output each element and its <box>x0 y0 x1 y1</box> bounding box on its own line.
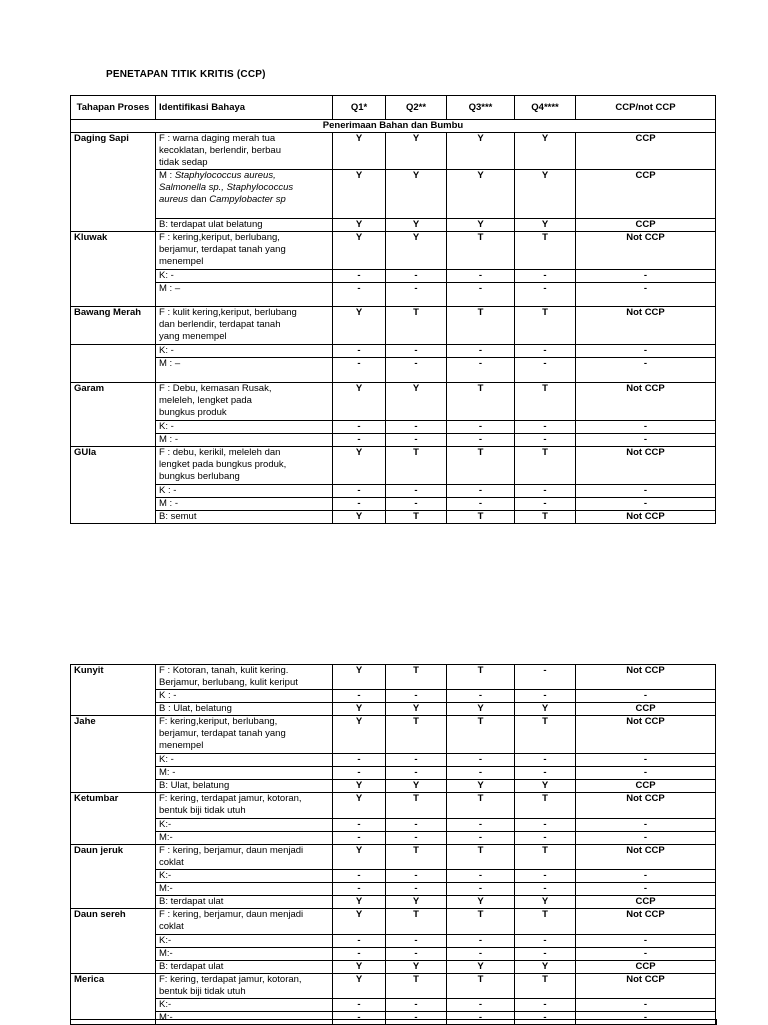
ccp-status-cell: - <box>576 498 716 511</box>
q3-cell: - <box>447 883 515 896</box>
stage-label: Kluwak <box>71 232 156 307</box>
stage-label: Ketumbar <box>71 793 156 845</box>
stage-label: Daging Sapi <box>71 133 156 232</box>
q3-cell: - <box>447 754 515 767</box>
q4-cell: - <box>515 948 576 961</box>
q3-cell: - <box>447 283 515 307</box>
table-row <box>71 819 716 832</box>
q4-cell: - <box>515 754 576 767</box>
q4-cell: - <box>515 498 576 511</box>
table-row <box>71 754 716 767</box>
q2-cell: Y <box>386 780 447 793</box>
table-row <box>71 909 716 935</box>
q2-cell: - <box>386 754 447 767</box>
q4-cell: Y <box>515 133 576 170</box>
q1-cell: Y <box>333 716 386 754</box>
hazard-cell <box>156 170 333 219</box>
q3-cell: T <box>447 665 515 690</box>
q1-cell: Y <box>333 232 386 270</box>
table-row <box>71 780 716 793</box>
q1-cell: Y <box>333 511 386 524</box>
hazard-cell: K: - <box>156 345 333 358</box>
table-row <box>71 999 716 1012</box>
ccp-status-cell: Not CCP <box>576 307 716 345</box>
q3-cell: Y <box>447 133 515 170</box>
q2-cell: - <box>386 283 447 307</box>
q1-cell: - <box>333 1012 386 1025</box>
ccp-status-cell: - <box>576 819 716 832</box>
ccp-status-cell: - <box>576 283 716 307</box>
table-row <box>71 974 716 999</box>
hazard-cell: F : kering,keriput, berlubang, berjamur, terdapat tanah yang menempel <box>156 232 333 270</box>
hazard-cell: M:- <box>156 883 333 896</box>
hazard-cell: F : debu, kerikil, meleleh dan lengket pada bungkus produk, bungkus berlubang <box>156 447 333 485</box>
q1-cell: - <box>333 421 386 434</box>
hazard-cell: M:- <box>156 948 333 961</box>
hazard-cell: B: terdapat ulat <box>156 896 333 909</box>
hazard-cell: M : - <box>156 498 333 511</box>
ccp-status-cell: - <box>576 948 716 961</box>
ccp-status-cell: - <box>576 1012 716 1025</box>
q3-cell: Y <box>447 219 515 232</box>
table-row <box>71 716 716 754</box>
q2-cell: T <box>386 665 447 690</box>
stage-label: Bawang Merah <box>71 307 156 345</box>
q4-cell: Y <box>515 219 576 232</box>
stage-label: Jahe <box>71 716 156 793</box>
stage-label: GUla <box>71 447 156 524</box>
q3-cell: - <box>447 690 515 703</box>
table-row <box>71 270 716 283</box>
q3-cell: T <box>447 447 515 485</box>
hazard-cell: B: semut <box>156 511 333 524</box>
q3-cell: - <box>447 999 515 1012</box>
q4-cell: - <box>515 345 576 358</box>
q1-cell: - <box>333 358 386 383</box>
stage-label: Garam <box>71 383 156 447</box>
ccp-status-cell: CCP <box>576 961 716 974</box>
q1-cell: - <box>333 283 386 307</box>
hazard-organism: Staphylococcus aureus, <box>174 170 276 181</box>
q4-cell: T <box>515 307 576 345</box>
ccp-status-cell: - <box>576 935 716 948</box>
table-continuation-edge <box>70 1019 717 1025</box>
header-tahapan-proses: Tahapan Proses <box>71 96 156 120</box>
section-row <box>71 120 716 133</box>
q1-cell: - <box>333 832 386 845</box>
q2-cell: T <box>386 307 447 345</box>
table-row <box>71 283 716 307</box>
q4-cell: - <box>515 270 576 283</box>
q1-cell: - <box>333 819 386 832</box>
q3-cell: - <box>447 1012 515 1025</box>
q3-cell: T <box>447 793 515 819</box>
q4-cell: T <box>515 909 576 935</box>
q2-cell: - <box>386 870 447 883</box>
q3-cell: T <box>447 232 515 270</box>
q3-cell: - <box>447 870 515 883</box>
q4-cell: T <box>515 383 576 421</box>
q2-cell: Y <box>386 232 447 270</box>
ccp-table-1 <box>70 95 716 524</box>
q2-cell: - <box>386 832 447 845</box>
q1-cell: - <box>333 485 386 498</box>
table-row <box>71 232 716 270</box>
q3-cell: - <box>447 270 515 283</box>
q3-cell: T <box>447 511 515 524</box>
hazard-cell: B: terdapat ulat <box>156 961 333 974</box>
q2-cell: T <box>386 716 447 754</box>
q4-cell: - <box>515 665 576 690</box>
hazard-prefix: M : <box>159 170 175 181</box>
ccp-status-cell: - <box>576 999 716 1012</box>
ccp-status-cell: - <box>576 754 716 767</box>
header-q2: Q2** <box>386 96 447 120</box>
table-row <box>71 307 716 345</box>
table-row <box>71 690 716 703</box>
q3-cell: - <box>447 358 515 383</box>
q3-cell: T <box>447 974 515 999</box>
q2-cell: - <box>386 935 447 948</box>
q4-cell: Y <box>515 170 576 219</box>
q2-cell: Y <box>386 703 447 716</box>
table-row <box>71 703 716 716</box>
section-title: Penerimaan Bahan dan Bumbu <box>71 120 716 133</box>
q3-cell: - <box>447 767 515 780</box>
q4-cell: Y <box>515 896 576 909</box>
q1-cell: - <box>333 345 386 358</box>
table-row <box>71 170 716 219</box>
hazard-cell: F : warna daging merah tua kecoklatan, berlendir, berbau tidak sedap <box>156 133 333 170</box>
q4-cell: - <box>515 421 576 434</box>
ccp-status-cell: - <box>576 358 716 383</box>
ccp-status-cell: CCP <box>576 219 716 232</box>
hazard-cell: B: Ulat, belatung <box>156 780 333 793</box>
document-title: PENETAPAN TITIK KRITIS (CCP) <box>106 69 266 80</box>
header-ccp-status: CCP/not CCP <box>576 96 716 120</box>
q2-cell: T <box>386 974 447 999</box>
q3-cell: - <box>447 819 515 832</box>
stage-label: Daun sereh <box>71 909 156 974</box>
stage-label: Daun jeruk <box>71 845 156 909</box>
q3-cell: - <box>447 345 515 358</box>
q2-cell: T <box>386 793 447 819</box>
table-row <box>71 870 716 883</box>
q1-cell: Y <box>333 307 386 345</box>
q2-cell: Y <box>386 170 447 219</box>
ccp-status-cell: - <box>576 690 716 703</box>
q4-cell: - <box>515 283 576 307</box>
q1-cell: Y <box>333 133 386 170</box>
q1-cell: - <box>333 270 386 283</box>
ccp-status-cell: - <box>576 270 716 283</box>
q3-cell: Y <box>447 703 515 716</box>
q1-cell: Y <box>333 170 386 219</box>
q4-cell: - <box>515 819 576 832</box>
ccp-status-cell: - <box>576 345 716 358</box>
q3-cell: Y <box>447 961 515 974</box>
q4-cell: T <box>515 232 576 270</box>
hazard-cell: F : Debu, kemasan Rusak, meleleh, lengket pada bungkus produk <box>156 383 333 421</box>
q3-cell: T <box>447 383 515 421</box>
table-row <box>71 665 716 690</box>
table-row <box>71 948 716 961</box>
q2-cell: - <box>386 999 447 1012</box>
q1-cell: - <box>333 434 386 447</box>
q2-cell: Y <box>386 133 447 170</box>
q3-cell: Y <box>447 170 515 219</box>
hazard-organism: Campylobacter sp <box>209 194 286 205</box>
q4-cell: T <box>515 447 576 485</box>
q4-cell: Y <box>515 703 576 716</box>
ccp-status-cell: Not CCP <box>576 447 716 485</box>
table-row <box>71 845 716 870</box>
q3-cell: T <box>447 909 515 935</box>
hazard-cell: F : kering, berjamur, daun menjadi coklat <box>156 845 333 870</box>
header-identifikasi-bahaya: Identifikasi Bahaya <box>156 96 333 120</box>
q1-cell: Y <box>333 219 386 232</box>
hazard-cell: F : Kotoran, tanah, kulit kering. Berjamur, berlubang, kulit keriput <box>156 665 333 690</box>
hazard-cell: K: - <box>156 270 333 283</box>
q3-cell: - <box>447 485 515 498</box>
ccp-status-cell: Not CCP <box>576 974 716 999</box>
q4-cell: Y <box>515 961 576 974</box>
table-row <box>71 421 716 434</box>
ccp-status-cell: Not CCP <box>576 383 716 421</box>
q3-cell: - <box>447 948 515 961</box>
q1-cell: Y <box>333 896 386 909</box>
q2-cell: - <box>386 690 447 703</box>
q1-cell: Y <box>333 909 386 935</box>
q1-cell: Y <box>333 793 386 819</box>
q1-cell: - <box>333 690 386 703</box>
q4-cell: T <box>515 716 576 754</box>
q1-cell: - <box>333 948 386 961</box>
ccp-status-cell: Not CCP <box>576 665 716 690</box>
q1-cell: Y <box>333 383 386 421</box>
q2-cell: T <box>386 447 447 485</box>
q3-cell: Y <box>447 896 515 909</box>
q1-cell: - <box>333 767 386 780</box>
hazard-cell: K: - <box>156 421 333 434</box>
q4-cell: - <box>515 1012 576 1025</box>
hazard-cell: K : - <box>156 485 333 498</box>
stage-label: Merica <box>71 974 156 1025</box>
ccp-status-cell: - <box>576 421 716 434</box>
hazard-cell: M:- <box>156 1012 333 1025</box>
q3-cell: - <box>447 935 515 948</box>
hazard-cell: B : Ulat, belatung <box>156 703 333 716</box>
q2-cell: Y <box>386 961 447 974</box>
q4-cell: - <box>515 767 576 780</box>
hazard-cell: F : kulit kering,keriput, berlubang dan berlendir, terdapat tanah yang menempel <box>156 307 333 345</box>
hazard-connector: dan <box>188 194 210 205</box>
q2-cell: Y <box>386 896 447 909</box>
q1-cell: - <box>333 498 386 511</box>
table-row <box>71 832 716 845</box>
hazard-cell: K:- <box>156 819 333 832</box>
hazard-cell: F : kering, berjamur, daun menjadi coklat <box>156 909 333 935</box>
table-row <box>71 793 716 819</box>
header-row <box>71 96 716 120</box>
q4-cell: - <box>515 883 576 896</box>
hazard-cell: F: kering, terdapat jamur, kotoran, bentuk biji tidak utuh <box>156 793 333 819</box>
hazard-cell: K: - <box>156 754 333 767</box>
q4-cell: T <box>515 511 576 524</box>
table-row <box>71 447 716 485</box>
table-row <box>71 961 716 974</box>
q3-cell: - <box>447 421 515 434</box>
q2-cell: - <box>386 421 447 434</box>
q2-cell: - <box>386 270 447 283</box>
ccp-table-2 <box>70 664 716 1025</box>
table-row <box>71 767 716 780</box>
ccp-status-cell: - <box>576 767 716 780</box>
q4-cell: - <box>515 485 576 498</box>
q2-cell: T <box>386 511 447 524</box>
q1-cell: Y <box>333 447 386 485</box>
q1-cell: - <box>333 935 386 948</box>
ccp-status-cell: - <box>576 832 716 845</box>
q4-cell: - <box>515 434 576 447</box>
q3-cell: - <box>447 498 515 511</box>
q1-cell: - <box>333 754 386 767</box>
q3-cell: T <box>447 716 515 754</box>
table-row <box>71 498 716 511</box>
table-row <box>71 434 716 447</box>
table-row <box>71 883 716 896</box>
ccp-status-cell: CCP <box>576 780 716 793</box>
hazard-organism: aureus <box>159 194 189 205</box>
ccp-status-cell: Not CCP <box>576 909 716 935</box>
hazard-cell: M:- <box>156 832 333 845</box>
ccp-status-cell: CCP <box>576 703 716 716</box>
q4-cell: T <box>515 793 576 819</box>
stage-label <box>71 345 156 383</box>
q1-cell: Y <box>333 845 386 870</box>
table-row <box>71 485 716 498</box>
q2-cell: - <box>386 767 447 780</box>
ccp-status-cell: Not CCP <box>576 716 716 754</box>
hazard-cell: K:- <box>156 999 333 1012</box>
q4-cell: T <box>515 845 576 870</box>
table-row <box>71 383 716 421</box>
q4-cell: - <box>515 832 576 845</box>
q1-cell: - <box>333 870 386 883</box>
ccp-status-cell: - <box>576 434 716 447</box>
hazard-cell: K:- <box>156 935 333 948</box>
stage-label: Kunyit <box>71 665 156 716</box>
ccp-status-cell: - <box>576 485 716 498</box>
q2-cell: Y <box>386 383 447 421</box>
q1-cell: Y <box>333 703 386 716</box>
q2-cell: - <box>386 485 447 498</box>
table-row <box>71 511 716 524</box>
hazard-cell: F: kering,keriput, berlubang, berjamur, terdapat tanah yang menempel <box>156 716 333 754</box>
ccp-status-cell: - <box>576 883 716 896</box>
q2-cell: - <box>386 1012 447 1025</box>
ccp-status-cell: Not CCP <box>576 845 716 870</box>
q2-cell: - <box>386 498 447 511</box>
table-row <box>71 133 716 170</box>
q3-cell: - <box>447 434 515 447</box>
hazard-cell: B: terdapat ulat belatung <box>156 219 333 232</box>
q2-cell: - <box>386 948 447 961</box>
q4-cell: - <box>515 690 576 703</box>
q3-cell: T <box>447 845 515 870</box>
q3-cell: T <box>447 307 515 345</box>
hazard-cell: K : - <box>156 690 333 703</box>
q3-cell: - <box>447 832 515 845</box>
q2-cell: - <box>386 345 447 358</box>
hazard-cell: M : – <box>156 283 333 307</box>
hazard-cell: F: kering, terdapat jamur, kotoran, bentuk biji tidak utuh <box>156 974 333 999</box>
q2-cell: - <box>386 358 447 383</box>
hazard-cell: M : – <box>156 358 333 383</box>
ccp-status-cell: Not CCP <box>576 232 716 270</box>
q1-cell: Y <box>333 780 386 793</box>
q2-cell: - <box>386 883 447 896</box>
q4-cell: T <box>515 974 576 999</box>
q1-cell: Y <box>333 974 386 999</box>
q2-cell: Y <box>386 219 447 232</box>
q1-cell: - <box>333 883 386 896</box>
ccp-status-cell: - <box>576 870 716 883</box>
q4-cell: - <box>515 358 576 383</box>
q4-cell: - <box>515 999 576 1012</box>
hazard-cell: K:- <box>156 870 333 883</box>
q4-cell: Y <box>515 780 576 793</box>
ccp-status-cell: CCP <box>576 170 716 219</box>
hazard-cell: M: - <box>156 767 333 780</box>
ccp-status-cell: CCP <box>576 133 716 170</box>
q2-cell: T <box>386 845 447 870</box>
table-row <box>71 358 716 383</box>
header-q4: Q4**** <box>515 96 576 120</box>
table-row <box>71 935 716 948</box>
q2-cell: - <box>386 434 447 447</box>
ccp-status-cell: Not CCP <box>576 511 716 524</box>
ccp-status-cell: Not CCP <box>576 793 716 819</box>
table-row <box>71 219 716 232</box>
q2-cell: T <box>386 909 447 935</box>
hazard-cell: M : - <box>156 434 333 447</box>
q4-cell: - <box>515 935 576 948</box>
header-q1: Q1* <box>333 96 386 120</box>
q1-cell: Y <box>333 665 386 690</box>
q3-cell: Y <box>447 780 515 793</box>
table-row <box>71 896 716 909</box>
hazard-organism: Salmonella sp., Staphylococcus <box>159 182 294 193</box>
ccp-status-cell: CCP <box>576 896 716 909</box>
q1-cell: - <box>333 999 386 1012</box>
q4-cell: - <box>515 870 576 883</box>
header-q3: Q3*** <box>447 96 515 120</box>
table-row <box>71 345 716 358</box>
q2-cell: - <box>386 819 447 832</box>
q1-cell: Y <box>333 961 386 974</box>
